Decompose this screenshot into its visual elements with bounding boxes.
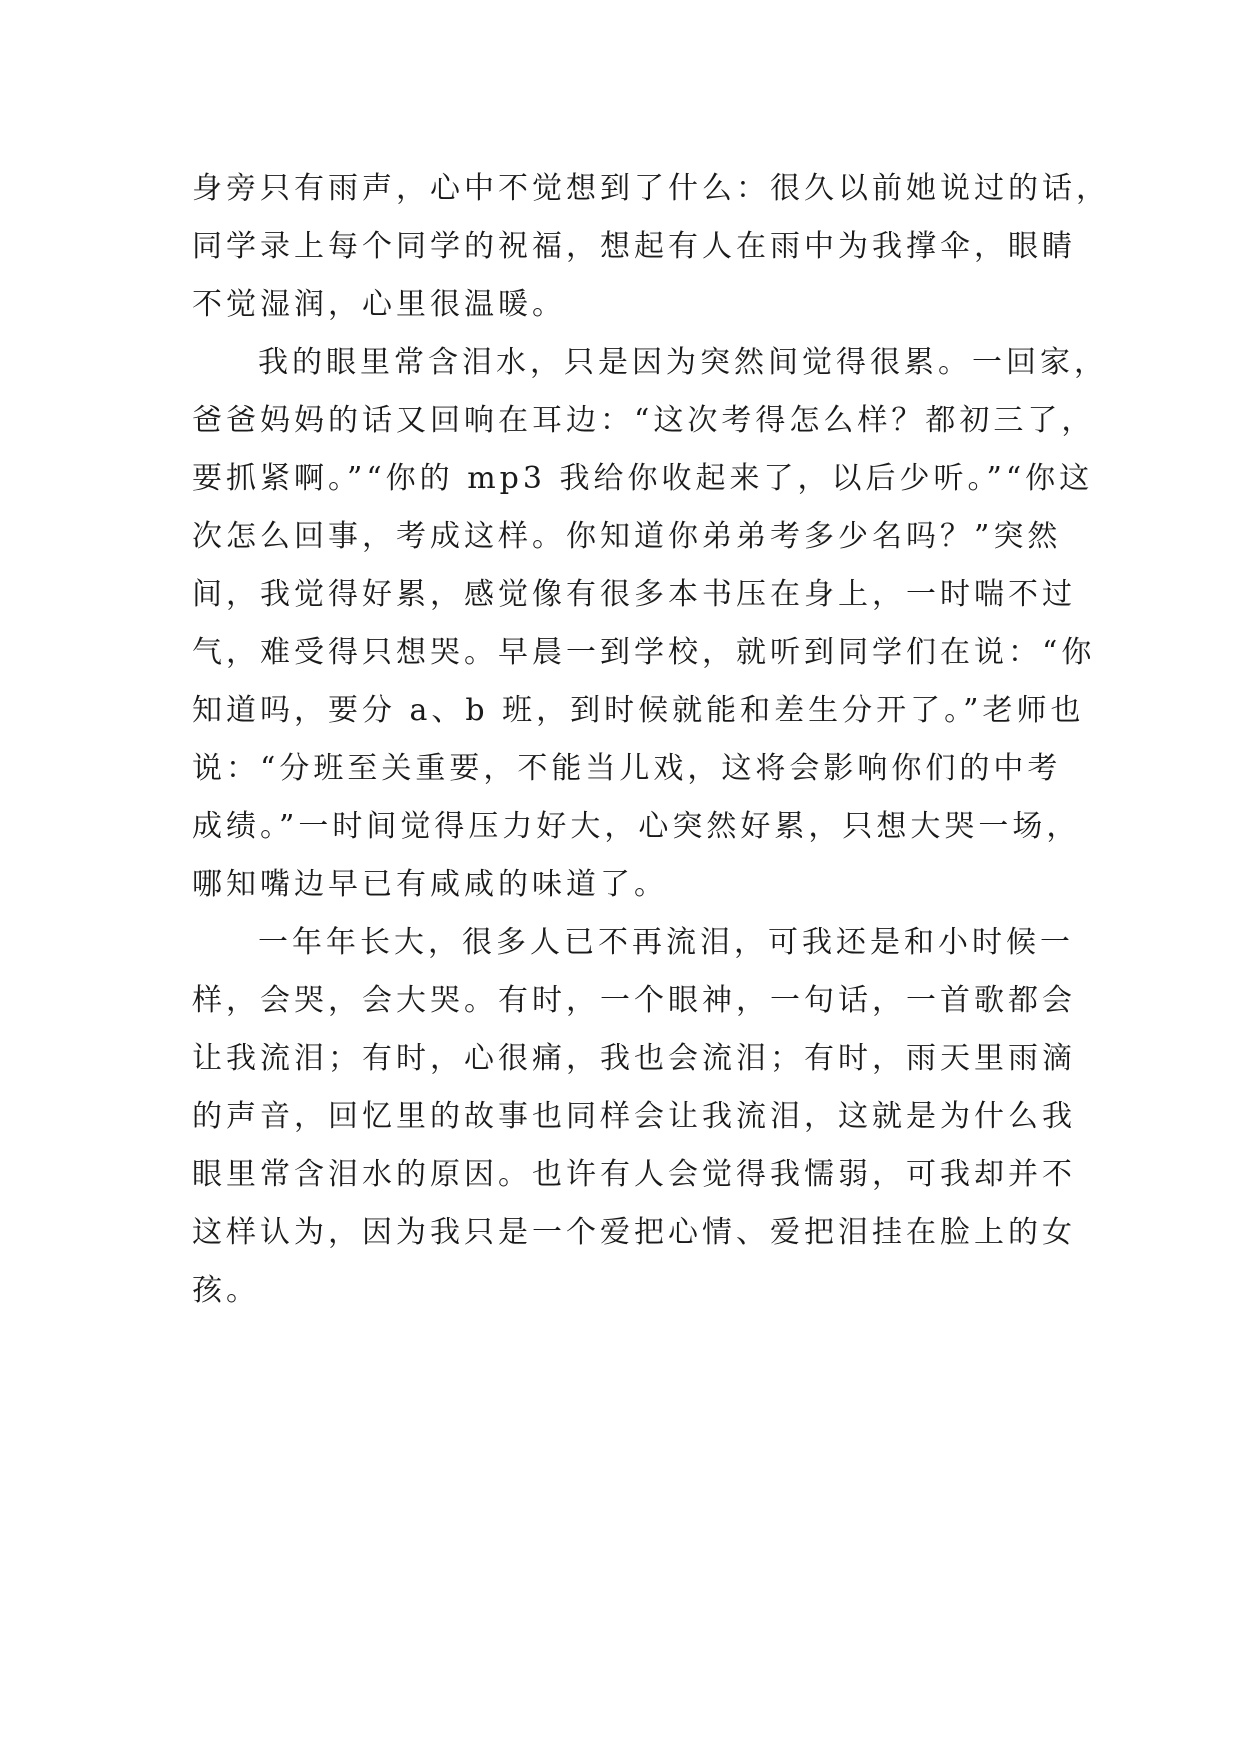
text-line: 孩。	[192, 1273, 260, 1308]
text-line: 不觉湿润，心里很温暖。	[192, 287, 566, 322]
text-line: 哪知嘴边早已有咸咸的味道了。	[192, 867, 668, 902]
document-body	[192, 160, 1110, 1320]
text-line: 次怎么回事，考成这样。你知道你弟弟考多少名吗？”突然	[192, 519, 1062, 554]
text-line: 样，会哭，会大哭。有时，一个眼神，一句话，一首歌都会	[192, 983, 1076, 1018]
text-line: 眼里常含泪水的原因。也许有人会觉得我懦弱，可我却并不	[192, 1157, 1076, 1192]
paragraph-2	[192, 334, 1108, 914]
text-line: 的声音，回忆里的故事也同样会让我流泪，这就是为什么我	[192, 1099, 1076, 1134]
text-line: 说：“分班至关重要，不能当儿戏，这将会影响你们的中考	[192, 751, 1062, 786]
text-line: 要抓紧啊。”“你的 mp3 我给你收起来了，以后少听。”“你这	[192, 461, 1094, 496]
text-line: 爸爸妈妈的话又回响在耳边：“这次考得怎么样？都初三了，	[192, 403, 1096, 438]
text-line: 成绩。”一时间觉得压力好大，心突然好累，只想大哭一场，	[192, 809, 1081, 844]
text-line: 知道吗，要分 a、b 班，到时候就能和差生分开了。”老师也	[192, 693, 1085, 728]
text-line: 我的眼里常含泪水，只是因为突然间觉得很累。一回家，	[258, 345, 1108, 380]
text-line: 这样认为，因为我只是一个爱把心情、爱把泪挂在脸上的女	[192, 1215, 1076, 1250]
text-line: 让我流泪；有时，心很痛，我也会流泪；有时，雨天里雨滴	[192, 1041, 1076, 1076]
paragraph-1	[192, 160, 1110, 334]
text-line: 气，难受得只想哭。早晨一到学校，就听到同学们在说：“你	[192, 635, 1096, 670]
text-line: 同学录上每个同学的祝福，想起有人在雨中为我撑伞，眼睛	[192, 229, 1076, 264]
text-line: 一年年长大，很多人已不再流泪，可我还是和小时候一	[258, 925, 1074, 960]
text-line: 间，我觉得好累，感觉像有很多本书压在身上，一时喘不过	[192, 577, 1076, 612]
text-line: 身旁只有雨声，心中不觉想到了什么：很久以前她说过的话，	[192, 171, 1110, 206]
paragraph-3	[192, 914, 1076, 1320]
